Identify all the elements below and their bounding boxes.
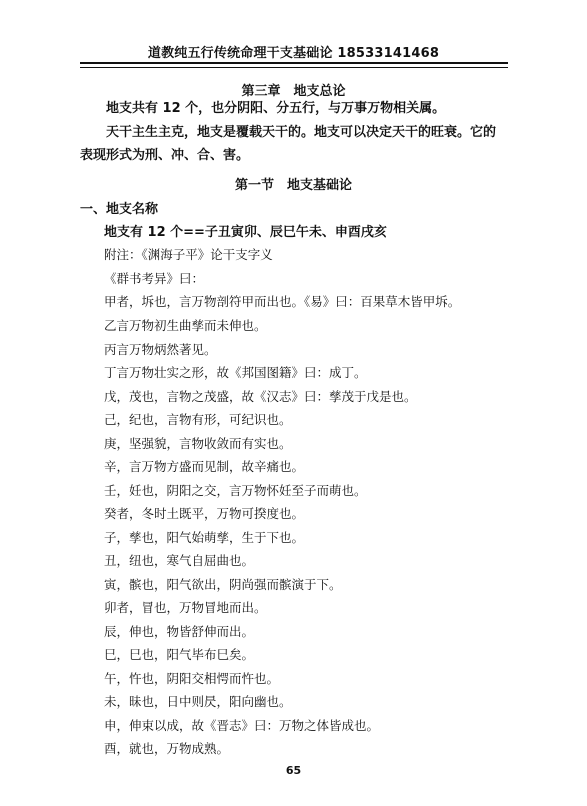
text-line: 子，孳也，阳气始萌孳，生于下也。 xyxy=(104,530,305,545)
header-rule-thick xyxy=(80,62,508,64)
intro-text-2b: 表现形式为刑、冲、合、害。 xyxy=(80,148,250,163)
chapter-title: 第三章 地支总论 xyxy=(241,84,346,99)
section-title: 第一节 地支基础论 xyxy=(234,178,352,193)
text-line: 壬，妊也，阴阳之交，言万物怀妊至子而萌也。 xyxy=(104,483,367,498)
text-line: 辰，伸也，物皆舒伸而出。 xyxy=(104,624,255,639)
page-number: 65 xyxy=(285,764,302,777)
text-line: 申，伸束以成，故《晋志》曰：万物之体皆成也。 xyxy=(104,718,380,733)
text-line: 附注：《渊海子平》论干支字义 xyxy=(104,247,273,262)
text-line: 庚，坚强貌，言物收敛而有实也。 xyxy=(104,436,292,451)
text-line: 乙言万物初生曲孳而未伸也。 xyxy=(104,318,267,333)
intro-paragraph-1 xyxy=(80,97,510,120)
text-line: 午，忤也，阴阳交相愕而忤也。 xyxy=(104,671,280,686)
intro-text-2a: 天干主生主克，地支是覆载天干的。地支可以决定天干的旺衰。它的 xyxy=(106,125,497,140)
text-line: 酉，就也，万物成熟。 xyxy=(104,741,230,756)
intro-text-1: 地支共有 12 个，也分阴阳、分五行，与万事万物相关属。 xyxy=(106,101,446,116)
text-line: 寅，髌也，阳气欲出，阴尚强而髌演于下。 xyxy=(104,577,342,592)
text-line: 地支有 12 个==子丑寅卯、辰巳午未、申酉戌亥 xyxy=(104,225,387,240)
text-line: 癸者，冬时土既平，万物可揆度也。 xyxy=(104,506,305,521)
text-line: 卯者，冒也，万物冒地而出。 xyxy=(104,600,267,615)
text-line: 丁言万物壮实之形，故《邦国图籍》曰：成丁。 xyxy=(104,365,367,380)
text-line: 巳，巳也，阳气毕布巳矣。 xyxy=(104,647,255,662)
subsection-heading: 一、地支名称 xyxy=(80,202,159,217)
text-line: 未，昧也，日中则昃，阳向幽也。 xyxy=(104,694,292,709)
text-line: 丙言万物炳然著见。 xyxy=(104,342,217,357)
text-line: 己，纪也，言物有形，可纪识也。 xyxy=(104,412,292,427)
header-rule-thin xyxy=(80,67,508,68)
intro-paragraph-2 xyxy=(80,121,510,167)
text-line: 辛，言万物方盛而见制，故辛痛也。 xyxy=(104,459,305,474)
text-line: 戊，茂也，言物之茂盛，故《汉志》曰：孳茂于戊是也。 xyxy=(104,389,417,404)
text-line: 丑，纽也，寒气自屈曲也。 xyxy=(104,553,255,568)
page-header: 道教纯五行传统命理干支基础论 18533141468 xyxy=(147,46,440,61)
text-line: 《群书考异》曰： xyxy=(104,271,205,286)
text-line: 甲者，坼也，言万物剖符甲而出也。《易》曰：百果草木皆甲坼。 xyxy=(104,294,461,309)
